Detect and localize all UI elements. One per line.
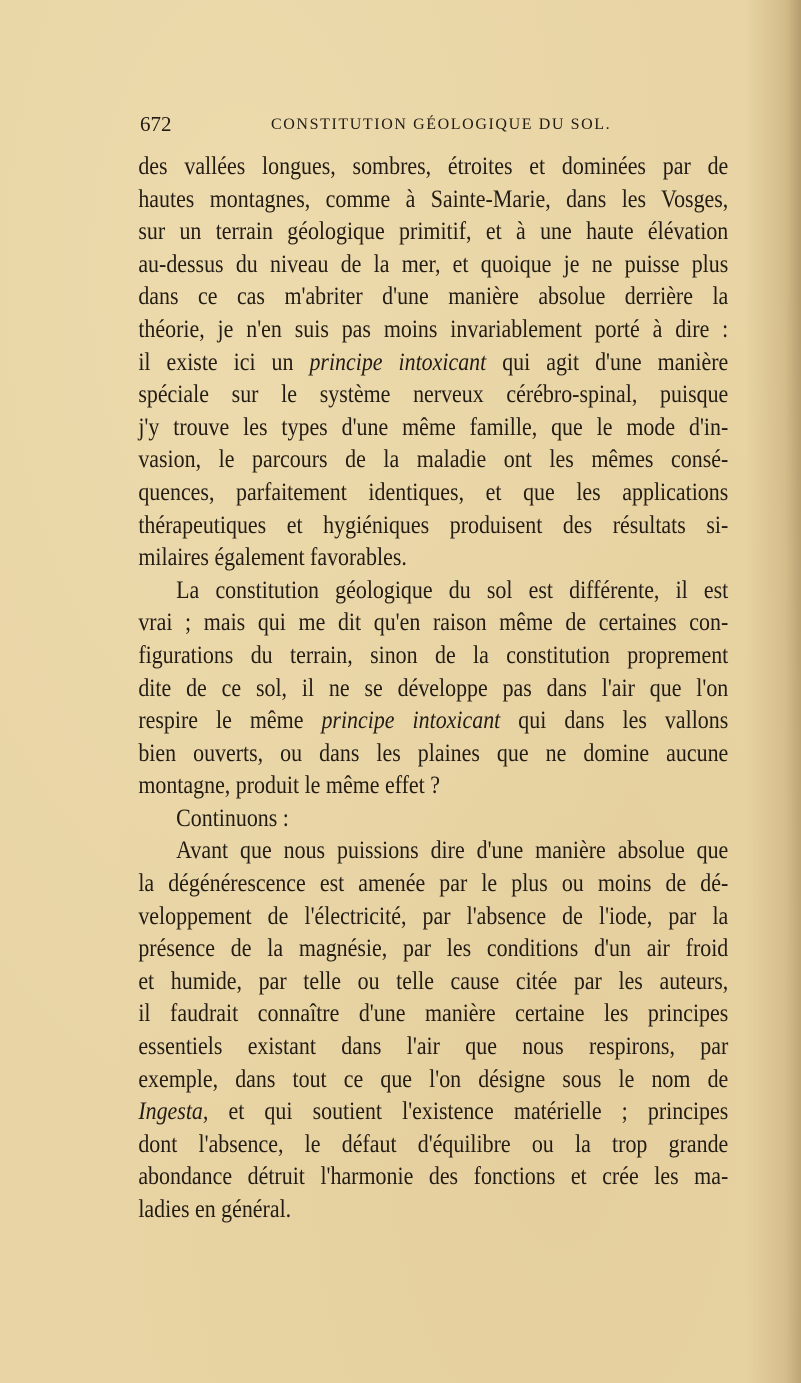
text-line	[138, 1128, 728, 1161]
text-run: figurations du terrain, sinon de la constitution proprement	[138, 639, 729, 669]
text-run: ladies en général.	[138, 1194, 292, 1223]
text-run: sur un terrain géologique primitif, et à une haute élévation	[138, 216, 729, 246]
text-line	[138, 183, 728, 216]
text-run: qui dans les vallons	[500, 705, 729, 735]
text-line	[138, 541, 728, 574]
text-run: au-dessus du niveau de la mer, et quoique je ne puisse plus	[138, 248, 729, 278]
running-title: CONSTITUTION GÉOLOGIQUE DU SOL.	[271, 116, 612, 133]
text-line	[138, 509, 728, 542]
text-run: vasion, le parcours de la maladie ont les mêmes consé-	[138, 444, 729, 474]
text-run: présence de la magnésie, par les conditions d'un air froid	[138, 933, 729, 963]
text-line	[138, 1095, 728, 1128]
text-line	[138, 639, 728, 672]
text-run: respire le même	[138, 705, 322, 735]
text-line	[138, 867, 728, 900]
text-line	[138, 606, 728, 639]
paragraph	[138, 802, 728, 835]
text-run: dans ce cas m'abriter d'une manière absolue derrière la	[138, 281, 729, 311]
text-line	[138, 769, 728, 802]
text-run: qui agit d'une manière	[486, 346, 729, 376]
paragraph	[138, 150, 728, 574]
text-run: spéciale sur le système nerveux cérébro-spinal, puisque	[138, 379, 729, 409]
text-line	[138, 574, 728, 607]
italic-phrase: Ingesta,	[138, 1096, 209, 1126]
text-run: bien ouverts, ou dans les plaines que ne domine aucune	[138, 737, 729, 767]
text-run: Avant que nous puissions dire d'une manière absolue que	[176, 835, 729, 865]
text-run: Continuons :	[176, 802, 289, 832]
text-run: des vallées longues, sombres, étroites et dominées par de	[138, 151, 729, 180]
running-header	[128, 106, 734, 146]
text-run: quences, parfaitement identiques, et que les applications	[138, 476, 729, 506]
text-line	[138, 476, 728, 509]
text-run: vrai ; mais qui me dit qu'en raison même de certaines con-	[138, 607, 729, 637]
text-run: j'y trouve les types d'une même famille, que le mode d'in-	[138, 411, 729, 441]
text-line	[138, 737, 728, 770]
text-run: exemple, dans tout ce que l'on désigne sous le nom de	[138, 1063, 729, 1093]
text-line	[138, 1160, 728, 1193]
page-number: 672	[140, 112, 172, 136]
text-run: et qui soutient l'existence matérielle ; principes	[208, 1096, 729, 1126]
text-run: dite de ce sol, il ne se développe pas dans l'air que l'on	[138, 672, 729, 702]
text-line	[138, 280, 728, 313]
text-line	[138, 997, 728, 1030]
text-run: La constitution géologique du sol est différente, il est	[176, 574, 729, 604]
text-run: la dégénérescence est amenée par le plus ou moins de dé-	[138, 868, 729, 898]
text-run: théorie, je n'en suis pas moins invariablement porté à dire :	[138, 313, 729, 343]
text-line	[138, 672, 728, 705]
text-line	[138, 802, 728, 835]
italic-phrase: principe intoxicant	[309, 346, 487, 376]
text-line	[138, 346, 728, 379]
text-run: dont l'absence, le défaut d'équilibre ou la trop grande	[138, 1128, 729, 1158]
text-line	[138, 834, 728, 867]
text-run: il faudrait connaître d'une manière certaine les principes	[138, 998, 729, 1028]
text-run: veloppement de l'électricité, par l'absence de l'iode, par la	[138, 900, 729, 930]
text-run: il existe ici un	[138, 346, 310, 376]
text-line	[138, 443, 728, 476]
text-run: abondance détruit l'harmonie des fonctions et crée les ma-	[138, 1161, 729, 1191]
text-line	[138, 1063, 728, 1096]
italic-phrase: principe intoxicant	[321, 705, 501, 735]
text-line	[138, 215, 728, 248]
page-content	[128, 106, 734, 1226]
text-run: thérapeutiques et hygiéniques produisent des résultats si-	[138, 509, 729, 539]
text-line	[138, 1193, 728, 1226]
text-line	[138, 965, 728, 998]
text-line	[138, 932, 728, 965]
text-line	[138, 378, 728, 411]
paragraph	[138, 834, 728, 1225]
text-run: montagne, produit le même effet ?	[138, 770, 440, 800]
text-line	[138, 900, 728, 933]
text-line	[138, 248, 728, 281]
text-run: essentiels existant dans l'air que nous respirons, par	[138, 1031, 729, 1061]
text-run: et humide, par telle ou telle cause citée par les auteurs,	[138, 965, 729, 995]
text-line	[138, 1030, 728, 1063]
body-text	[128, 150, 728, 1226]
text-line	[138, 150, 728, 183]
text-line	[138, 411, 728, 444]
text-run: milaires également favorables.	[138, 542, 407, 572]
paragraph	[138, 574, 728, 802]
text-line	[138, 704, 728, 737]
text-run: hautes montagnes, comme à Sainte-Marie, dans les Vosges,	[138, 183, 729, 213]
text-line	[138, 313, 728, 346]
